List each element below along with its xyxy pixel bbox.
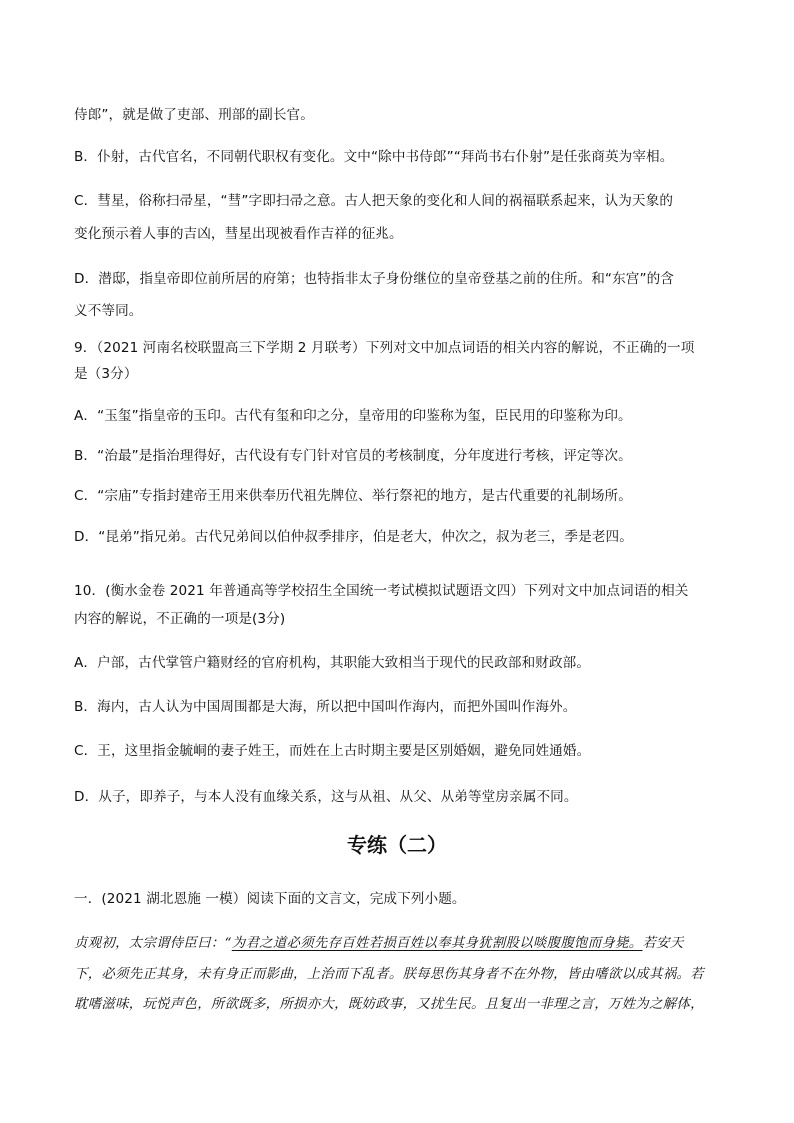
option-8-b: B．仆射，古代官名，不同朝代职权有变化。文中“除中书侍郎”“拜尚书右仆射”是任张商英为宰相。 [74, 149, 674, 165]
passage-line-1 [74, 929, 724, 960]
question-10-option-b: B．海内，古人认为中国周围都是大海，所以把中国叫作海内，而把外国叫作海外。 [74, 699, 577, 715]
option-8-d-line-2: 义不等同。 [74, 303, 143, 319]
underlined-sentence: 为君之道必须先存百姓若损百姓以奉其身犹割股以啖腹腹饱而身毙。 [231, 936, 643, 951]
question-9-option-c: C．“宗庙”专指封建帝王用来供奉历代祖先牌位、举行祭祀的地方，是古代重要的礼制场所。 [74, 488, 632, 504]
section-intro: 一．(2021 湖北恩施 一模）阅读下面的文言文，完成下列小题。 [74, 891, 466, 907]
option-8-c-line-1: C．彗星，俗称扫帚星，“彗”字即扫帚之意。古人把天象的变化和人间的祸福联系起来，认为天象的 [74, 193, 674, 209]
question-9-option-b: B．“治最”是指治理得好，古代设有专门针对官员的考核制度，分年度进行考核，评定等次。 [74, 448, 632, 464]
question-10-stem-line-1: 10．(衡水金卷 2021 年普通高等学校招生全国统一考试模拟试题语文四）下列对文中加点词语的相关 [74, 583, 689, 599]
question-10-option-c: C．王，这里指金毓峒的妻子姓王，而姓在上古时期主要是区别婚姻，避免同姓通婚。 [74, 743, 591, 759]
passage-line-1-tail: 若安天 [642, 936, 684, 951]
section-title: 专练（二） [347, 833, 447, 857]
classical-passage [74, 929, 724, 1021]
option-8-c-line-2: 变化预示着人事的吉凶，彗星出现被看作吉祥的征兆。 [74, 226, 403, 242]
passage-line-2: 下，必须先正其身，未有身正而影曲，上治而下乱者。朕每思伤其身者不在外物，皆由嗜欲以成其祸。若 [74, 966, 704, 982]
passage-line-1-lead: 贞观初，太宗谓侍臣曰：“ [74, 936, 232, 951]
question-10-option-d: D．从子，即养子，与本人没有血缘关系，这与从祖、从父、从弟等堂房亲属不同。 [74, 789, 578, 805]
question-9-option-d: D．“昆弟”指兄弟。古代兄弟间以伯仲叔季排序，伯是老大，仲次之，叔为老三，季是老四。 [74, 529, 633, 545]
paragraph-continuation: 侍郎”，就是做了吏部、刑部的副长官。 [74, 107, 314, 123]
option-8-d-line-1: D．潜邸，指皇帝即位前所居的府第；也特指非太子身份继位的皇帝登基之前的住所。和“东宫”的含 [74, 271, 674, 287]
question-9-stem-line-2: 是（3分） [74, 366, 138, 382]
question-9-stem-line-1: 9．（2021 河南名校联盟高三下学期 2 月联考）下列对文中加点词语的相关内容的解说，不正确的一项 [74, 340, 695, 356]
question-10-option-a: A．户部，古代掌管户籍财经的官府机构，其职能大致相当于现代的民政部和财政部。 [74, 655, 591, 671]
passage-line-3: 耽嗜滋味，玩悦声色，所欲既多，所损亦大，既妨政事，又扰生民。且复出一非理之言，万姓为之解体， [74, 997, 704, 1012]
question-9-option-a: A．“玉玺”指皇帝的玉印。古代有玺和印之分，皇帝用的印鉴称为玺，臣民用的印鉴称为印。 [74, 408, 632, 424]
question-10-stem-line-2: 内容的解说，不正确的一项是(3分) [74, 611, 286, 627]
